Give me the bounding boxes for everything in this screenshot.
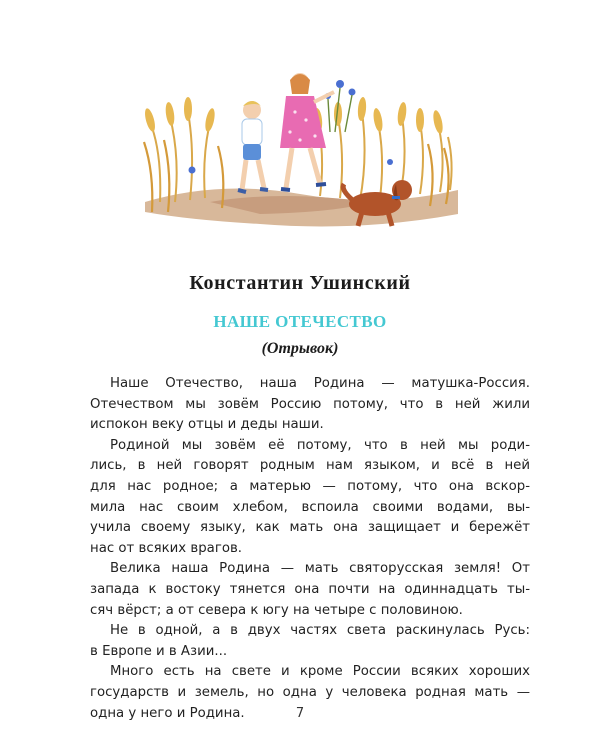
text-line: одна у него и Родина. bbox=[90, 705, 245, 721]
boy-figure bbox=[238, 101, 268, 192]
text-line: лись, в ней говорят родным нам языком, и всё в ней bbox=[90, 458, 530, 474]
story-subtitle: (Отрывок) bbox=[261, 340, 339, 357]
text-line: нас от всяких врагов. bbox=[90, 540, 243, 556]
text-line: Отечеством мы зовём Россию потому, что в ней жили bbox=[90, 396, 530, 412]
page-number: 7 bbox=[295, 706, 305, 721]
paragraph-2 bbox=[90, 436, 530, 560]
text-line: в Европе и в Азии... bbox=[90, 643, 228, 659]
text-line: Велика наша Родина — мать святорусская земля! От bbox=[110, 561, 530, 577]
text-line: Родиной мы зовём её потому, что в ней мы роди- bbox=[110, 437, 530, 453]
paragraph-1 bbox=[90, 374, 530, 436]
text-line: учила своему языку, как мать она защищает и бережёт bbox=[90, 520, 530, 536]
author-name: Константин Ушинский bbox=[189, 272, 411, 294]
story-body bbox=[90, 374, 530, 724]
girl-figure bbox=[280, 73, 334, 190]
text-line: запада к востоку тянется она почти на одиннадцать ты- bbox=[90, 581, 530, 597]
text-line: испокон веку отцы и деды наши. bbox=[90, 417, 324, 433]
text-line: сяч вёрст; а от севера к югу на четыре с половиною. bbox=[90, 602, 463, 618]
children-wheat-field-illustration bbox=[140, 62, 460, 232]
text-line: для нас родное; а матерью — потому, что она вскор- bbox=[90, 478, 530, 494]
text-line: Много есть на свете и кроме России всяких хороших bbox=[110, 664, 530, 680]
story-title: НАШЕ ОТЕЧЕСТВО bbox=[213, 312, 387, 331]
text-line: мила нас своим хлебом, вспоила своими водами, вы- bbox=[90, 499, 530, 515]
text-line: Наше Отечество, наша Родина — матушка-Россия. bbox=[110, 376, 530, 391]
text-line: Не в одной, а в двух частях света раскинулась Русь: bbox=[110, 623, 530, 639]
paragraph-3 bbox=[90, 559, 530, 621]
paragraph-4 bbox=[90, 621, 530, 662]
text-line: государств и земель, но одна у человека родная мать — bbox=[90, 684, 530, 700]
